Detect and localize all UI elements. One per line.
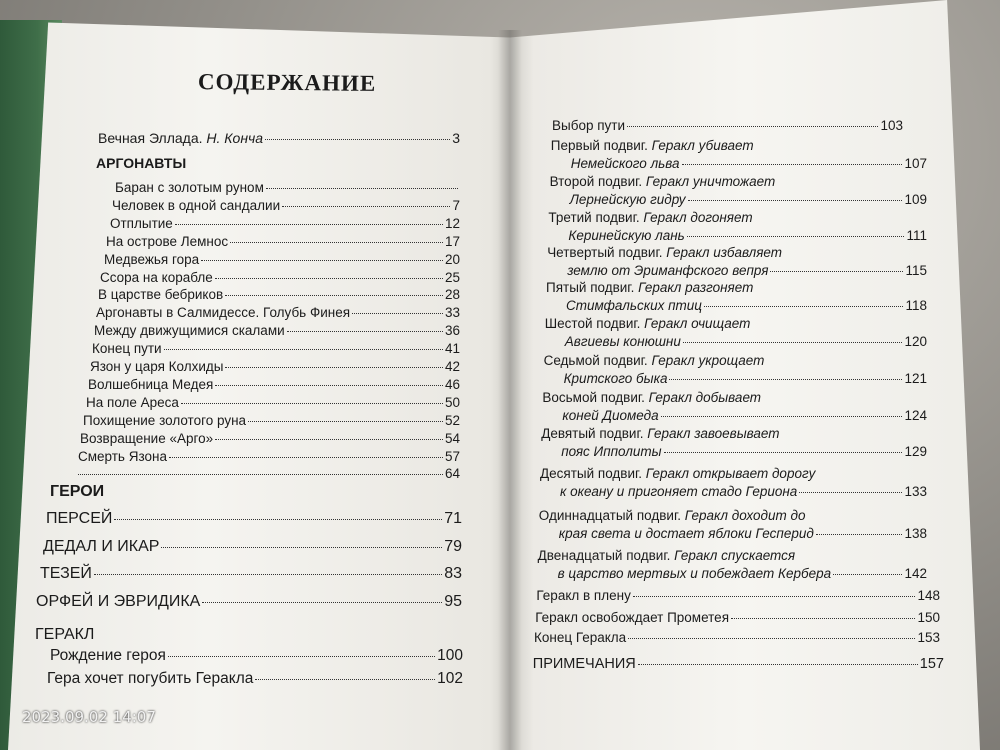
section-heroes: ГЕРОИ bbox=[50, 483, 105, 500]
toc-entry-argonauts bbox=[83, 413, 460, 428]
toc-entry-right bbox=[571, 156, 927, 171]
leader-dots bbox=[770, 271, 903, 272]
toc-entry-label: Седьмой подвиг. bbox=[543, 353, 652, 368]
toc-entry-subtitle: Геракл очищает bbox=[644, 316, 751, 331]
toc-entry-label: Одиннадцатый подвиг. bbox=[538, 508, 685, 523]
toc-entry-page: 52 bbox=[444, 412, 460, 428]
toc-entry-subtitle: Геракл догоняет bbox=[643, 210, 753, 225]
toc-entry-label: Человек в одной сандалии bbox=[112, 197, 281, 213]
toc-entry-argonauts bbox=[94, 323, 460, 338]
toc-entry-subtitle: Геракл открывает дорогу bbox=[645, 466, 816, 481]
leader-dots bbox=[282, 206, 450, 207]
toc-entry-page: 157 bbox=[919, 656, 944, 672]
toc-entry-right bbox=[560, 484, 927, 499]
leader-dots bbox=[215, 385, 443, 386]
toc-entry-line1 bbox=[541, 426, 779, 441]
toc-entry-line1 bbox=[545, 316, 751, 331]
leader-dots bbox=[181, 403, 443, 404]
toc-entry-label: ПЕРСЕЙ bbox=[46, 510, 113, 527]
toc-entry-page: 118 bbox=[905, 298, 927, 313]
toc-entry-label: Язон у царя Колхиды bbox=[90, 359, 224, 374]
book-gutter bbox=[498, 30, 522, 750]
toc-entry-line1 bbox=[544, 353, 765, 368]
toc-entry-label: На поле Ареса bbox=[86, 394, 179, 410]
toc-entry-page: 41 bbox=[444, 341, 460, 357]
toc-entry-label: Геракл освобождает Прометея bbox=[535, 610, 729, 625]
toc-entry-right bbox=[568, 228, 927, 243]
toc-entry-argonauts bbox=[115, 180, 460, 195]
toc-entry-argonauts bbox=[88, 377, 460, 392]
toc-entry-label: Геракл в плену bbox=[536, 588, 631, 603]
toc-entry-line1 bbox=[548, 210, 752, 225]
leader-dots bbox=[225, 367, 442, 368]
toc-entry-page: 71 bbox=[444, 510, 462, 527]
toc-entry-page: 50 bbox=[444, 394, 460, 410]
toc-entry-page: 83 bbox=[444, 565, 462, 582]
toc-entry-heracles bbox=[47, 670, 463, 688]
toc-entry-label: Конец пути bbox=[92, 341, 162, 357]
toc-entry-page: 64 bbox=[444, 466, 460, 482]
toc-entry-label-cont: к океану и пригоняет стадо Гериона bbox=[560, 484, 798, 499]
toc-entry-line1 bbox=[547, 245, 782, 260]
toc-entry-label: На острове Лемнос bbox=[106, 233, 229, 249]
leader-dots bbox=[688, 200, 903, 201]
toc-entry-subtitle: Геракл добывает bbox=[648, 390, 762, 405]
toc-entry-label-cont: Лернейскую гидру bbox=[569, 192, 686, 207]
leader-dots bbox=[287, 331, 443, 332]
toc-entry-label: Гера хочет погубить Геракла bbox=[47, 670, 254, 687]
toc-entry-label: Первый подвиг. bbox=[550, 138, 652, 153]
toc-entry-right bbox=[552, 118, 903, 133]
toc-entry-argonauts bbox=[104, 252, 460, 267]
leader-dots bbox=[628, 638, 915, 639]
toc-entry-label: ПРИМЕЧАНИЯ bbox=[532, 656, 636, 672]
leader-dots bbox=[731, 618, 915, 619]
leader-dots bbox=[704, 306, 903, 307]
leader-dots bbox=[255, 679, 435, 680]
leader-dots bbox=[687, 236, 905, 237]
leader-dots bbox=[352, 313, 443, 314]
toc-entry-label: Конец Геракла bbox=[534, 630, 627, 645]
toc-entry-label: Баран с золотым руном bbox=[115, 180, 264, 195]
toc-entry-page: 150 bbox=[917, 610, 940, 625]
toc-entry-label: Аргонавты в Салмидессе. Голубь Финея bbox=[96, 305, 351, 321]
toc-entry-argonauts bbox=[96, 305, 460, 320]
toc-entry-page: 79 bbox=[444, 538, 462, 555]
toc-entry-label: Волшебница Медея bbox=[88, 376, 214, 392]
toc-entry-right bbox=[534, 630, 940, 645]
toc-entry-argonauts bbox=[98, 287, 460, 302]
leader-dots bbox=[683, 342, 903, 343]
leader-dots bbox=[661, 416, 903, 417]
toc-entry-page: 120 bbox=[904, 334, 927, 349]
toc-entry-right bbox=[570, 192, 927, 207]
toc-entry-argonauts bbox=[110, 216, 460, 231]
leader-dots bbox=[164, 349, 443, 350]
toc-entry-subtitle: Геракл разгоняет bbox=[638, 280, 754, 295]
toc-entry-label: ТЕЗЕЙ bbox=[40, 565, 92, 582]
toc-entry-page: 42 bbox=[444, 359, 460, 374]
toc-entry-subtitle: Геракл доходит до bbox=[684, 508, 806, 523]
leader-dots bbox=[202, 602, 442, 603]
toc-entry-label: Девятый подвиг. bbox=[541, 426, 648, 441]
leader-dots bbox=[638, 664, 918, 665]
leader-dots bbox=[816, 534, 903, 535]
section-heracles: ГЕРАКЛ bbox=[35, 626, 95, 643]
toc-entry-page: 129 bbox=[904, 444, 927, 459]
toc-entry-subtitle: Геракл укрощает bbox=[651, 353, 765, 368]
toc-entry-label-cont: края света и достает яблоки Гесперид bbox=[558, 526, 814, 541]
toc-entry-argonauts bbox=[76, 466, 460, 481]
toc-entry-line1 bbox=[546, 280, 753, 295]
leader-dots bbox=[114, 519, 442, 520]
toc-entry-page: 95 bbox=[444, 593, 462, 610]
toc-entry-label: Похищение золотого руна bbox=[83, 412, 247, 428]
toc-entry-label-cont: Авгиевы конюшни bbox=[564, 334, 681, 349]
toc-entry-label-cont: землю от Эриманфского вепря bbox=[567, 263, 769, 278]
leader-dots bbox=[627, 126, 878, 127]
toc-entry-right bbox=[564, 371, 927, 386]
toc-entry-label: Выбор пути bbox=[552, 118, 625, 133]
toc-entry-subtitle: Геракл спускается bbox=[674, 548, 796, 563]
toc-entry-page: 103 bbox=[880, 118, 903, 133]
leader-dots bbox=[633, 596, 916, 597]
toc-entry-page: 7 bbox=[452, 197, 460, 213]
toc-entry-label: Отплытие bbox=[110, 215, 173, 231]
toc-entry-label: Ссора на корабле bbox=[100, 269, 213, 285]
toc-entry-page: 20 bbox=[444, 251, 460, 267]
leader-dots bbox=[682, 164, 903, 165]
toc-entry-right bbox=[536, 588, 940, 603]
toc-entry-page: 148 bbox=[917, 588, 940, 603]
toc-entry-page: 124 bbox=[904, 408, 927, 423]
leader-dots bbox=[225, 295, 443, 296]
toc-entry-intro: Вечная Эллада. Н. Конча 3 bbox=[98, 130, 460, 146]
toc-entry-label: В царстве бебриков bbox=[98, 287, 224, 303]
leader-dots bbox=[266, 188, 458, 189]
section-argonauts: АРГОНАВТЫ bbox=[96, 155, 187, 171]
toc-entry-heroes bbox=[36, 593, 462, 611]
toc-entry-right bbox=[558, 566, 927, 581]
toc-entry-argonauts bbox=[106, 234, 460, 249]
toc-entry-page: 17 bbox=[444, 233, 460, 249]
toc-entry-page: 102 bbox=[437, 670, 463, 687]
toc-entry-subtitle: Геракл избавляет bbox=[666, 245, 783, 260]
toc-title: СОДЕРЖАНИЕ bbox=[197, 69, 377, 96]
toc-entry-label-cont: в царство мертвых и побеждает Кербера bbox=[557, 566, 832, 581]
toc-entry-label-cont: Критского быка bbox=[563, 371, 668, 386]
toc-entry-subtitle: Геракл завоевывает bbox=[647, 426, 780, 441]
toc-entry-argonauts bbox=[92, 341, 460, 356]
toc-entry-heroes bbox=[43, 538, 462, 556]
toc-entry-right bbox=[565, 334, 927, 349]
toc-entry-label: Четвертый подвиг. bbox=[547, 245, 667, 260]
leader-dots bbox=[94, 574, 442, 575]
leader-dots bbox=[169, 457, 443, 458]
toc-entry-label: Смерть Язона bbox=[78, 448, 167, 464]
toc-entry-argonauts bbox=[86, 395, 460, 410]
toc-entry-page: 25 bbox=[444, 269, 460, 285]
leader-dots bbox=[248, 421, 443, 422]
toc-entry-page: 33 bbox=[444, 305, 460, 321]
toc-entry-page: 153 bbox=[917, 630, 940, 645]
toc-entry-line1 bbox=[551, 138, 754, 153]
toc-entry-line1 bbox=[538, 548, 796, 563]
toc-entry-label-cont: Стимфальских птиц bbox=[566, 298, 702, 313]
toc-entry-page: 133 bbox=[904, 484, 927, 499]
toc-entry-label: Пятый подвиг. bbox=[546, 280, 639, 295]
leader-dots bbox=[799, 492, 902, 493]
toc-entry-right bbox=[566, 298, 927, 313]
toc-entry-label: Медвежья гора bbox=[104, 251, 200, 267]
leader-dots bbox=[669, 379, 902, 380]
toc-entry-heroes bbox=[46, 510, 462, 528]
toc-entry-argonauts bbox=[80, 431, 460, 446]
leader-dots bbox=[215, 278, 443, 279]
photo-timestamp: 2023.09.02 14:07 bbox=[22, 708, 156, 726]
toc-entry-label: Десятый подвиг. bbox=[540, 466, 646, 481]
toc-entry-subtitle: Геракл убивает bbox=[651, 138, 754, 153]
leader-dots bbox=[161, 547, 442, 548]
toc-entry-right bbox=[533, 656, 944, 672]
leader-dots bbox=[78, 474, 443, 475]
toc-entry-page: 109 bbox=[904, 192, 927, 207]
toc-entry-label-cont: Немейского льва bbox=[570, 156, 680, 171]
toc-entry-right bbox=[535, 610, 940, 625]
leader-dots bbox=[230, 242, 443, 243]
toc-entry-argonauts bbox=[100, 270, 460, 285]
toc-entry-page: 138 bbox=[904, 526, 927, 541]
leader-dots bbox=[215, 439, 443, 440]
toc-entry-label: Возвращение «Арго» bbox=[80, 430, 214, 446]
toc-entry-right bbox=[562, 408, 927, 423]
toc-entry-page: 36 bbox=[444, 323, 460, 339]
toc-entry-label-cont: Керинейскую лань bbox=[568, 228, 685, 243]
toc-entry-right bbox=[561, 444, 927, 459]
toc-entry-line1 bbox=[550, 174, 776, 189]
toc-entry-page: 115 bbox=[905, 263, 927, 278]
toc-entry-label: Восьмой подвиг. bbox=[542, 390, 649, 405]
toc-entry-heroes bbox=[40, 565, 462, 583]
toc-entry-label: ДЕДАЛ И ИКАР bbox=[43, 538, 160, 555]
toc-entry-label: Третий подвиг. bbox=[548, 210, 644, 225]
toc-entry-label: Между движущимися скалами bbox=[94, 323, 285, 339]
toc-entry-line1 bbox=[542, 390, 761, 405]
leader-dots bbox=[168, 656, 435, 657]
toc-entry-label-cont: пояс Ипполиты bbox=[561, 444, 662, 459]
toc-entry-label: Двенадцатый подвиг. bbox=[537, 548, 675, 563]
toc-entry-page: 121 bbox=[904, 371, 927, 386]
toc-entry-line1 bbox=[539, 508, 806, 523]
toc-entry-label: Шестой подвиг. bbox=[544, 316, 645, 331]
toc-entry-subtitle: Геракл уничтожает bbox=[645, 174, 776, 189]
toc-entry-right bbox=[567, 263, 927, 278]
leader-dots bbox=[201, 260, 443, 261]
toc-entry-page: 12 bbox=[444, 215, 460, 231]
toc-entry-label-cont: коней Диомеда bbox=[562, 408, 659, 423]
toc-entry-page: 46 bbox=[444, 376, 460, 392]
toc-entry-page: 54 bbox=[444, 430, 460, 446]
toc-entry-label: Рождение героя bbox=[50, 647, 166, 664]
toc-entry-label: ОРФЕЙ И ЭВРИДИКА bbox=[36, 593, 201, 610]
leader-dots bbox=[833, 574, 902, 575]
toc-entry-argonauts bbox=[90, 359, 460, 374]
toc-entry-line1 bbox=[540, 466, 815, 481]
toc-entry-heracles bbox=[50, 647, 463, 665]
toc-entry-argonauts bbox=[112, 198, 460, 213]
toc-entry-page: 28 bbox=[444, 287, 460, 303]
toc-entry-argonauts bbox=[78, 449, 460, 464]
toc-entry-page: 57 bbox=[444, 448, 460, 464]
toc-entry-label: Второй подвиг. bbox=[549, 174, 646, 189]
leader-dots bbox=[664, 452, 903, 453]
toc-entry-right bbox=[559, 526, 927, 541]
toc-entry-page: 142 bbox=[904, 566, 927, 581]
toc-entry-page: 107 bbox=[904, 156, 927, 171]
toc-entry-page: 111 bbox=[906, 228, 927, 243]
leader-dots bbox=[175, 224, 443, 225]
toc-entry-page: 100 bbox=[437, 647, 463, 664]
